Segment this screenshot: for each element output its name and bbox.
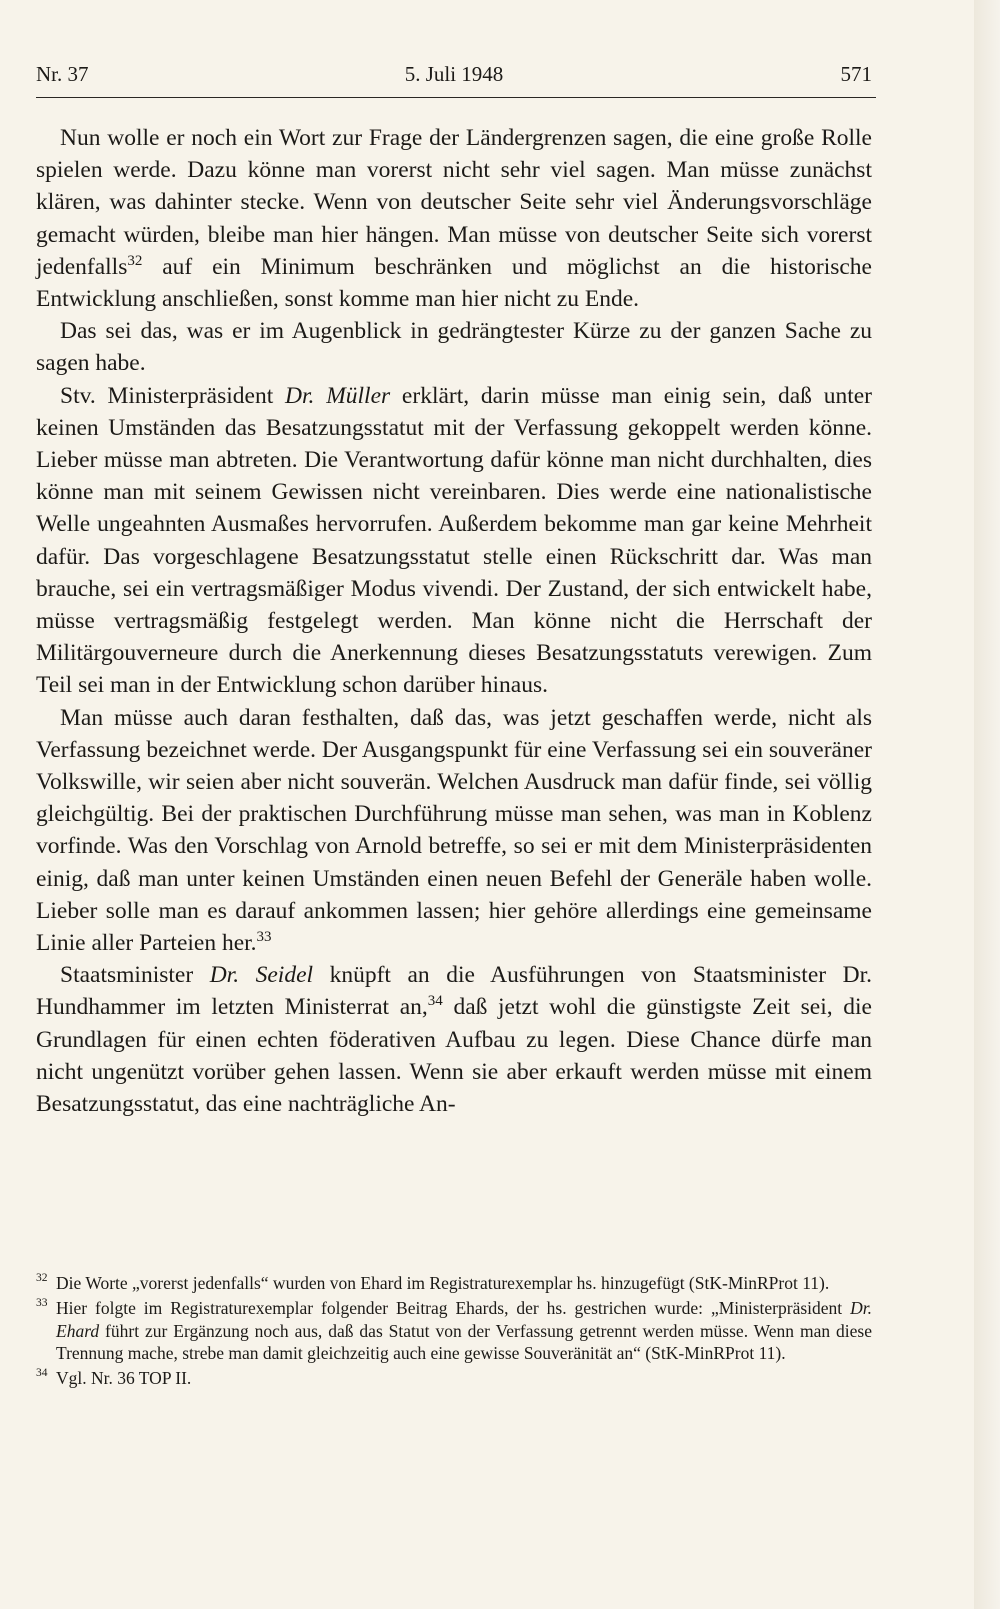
speaker-name: Dr. Ehard: [56, 1297, 872, 1341]
paragraph: [36, 959, 872, 1120]
text-run: Man müsse auch daran festhalten, daß das, was jetzt geschaffen werde, nicht als Verfassung bezeichnet werde. Der Ausgangspunkt für eine Verfassung sei ein souveräner Volkswille, wir seien aber nicht souverän. Welchen Ausdruck man dafür finde, sei völlig gleichgültig. Bei der praktischen Durchführung müsse man sehen, was man in Koblenz vorfinde. Was den Vorschlag von Arnold betreffe, so sei er mit dem Ministerpräsidenten einig, daß man unter keinen Umständen einen neuen Befehl der Generäle haben wolle. Lieber solle man es darauf ankommen lassen; hier gehöre allerdings eine gemeinsame Linie aller Parteien her.: [36, 704, 872, 957]
header-rule: [36, 97, 876, 98]
footnote: [36, 1367, 872, 1390]
paragraph: [36, 380, 872, 702]
paragraph: [36, 315, 872, 379]
page-edge: [974, 0, 1000, 1609]
text-run: knüpft an die Ausführungen von Staatsminister Dr. Hundhammer im letzten Ministerrat an,: [36, 962, 872, 1021]
footnote-reference: 34: [427, 993, 443, 1010]
footnote: [36, 1272, 872, 1295]
footnote-reference: 33: [256, 929, 272, 946]
text-run: Vgl. Nr. 36 TOP II.: [56, 1368, 192, 1389]
paragraph: [36, 122, 872, 315]
text-run: Hier folgte im Registraturexemplar folgender Beitrag Ehards, der hs. gestrichen wurde: „Ministerpräsident: [56, 1297, 851, 1318]
footnote-number: 33: [36, 1296, 48, 1309]
footnotes: [36, 1272, 872, 1392]
speaker-name: Dr. Müller: [285, 382, 391, 409]
text-run: führt zur Ergänzung noch aus, daß das Statut von der Verfassung getrennt werden müsse. Wenn man diese Trennung mache, strebe man damit gleichzeitig auch eine gewisse Souveränität an“ (StK-MinRProt 11).: [56, 1320, 872, 1364]
footnote-number: 34: [36, 1367, 48, 1380]
footnote-text: [56, 1273, 829, 1293]
text-run: daß jetzt wohl die günstigste Zeit sei, die Grundlagen für einen echten föderativen Aufbau zu legen. Diese Chance dürfe man nicht ungenützt vorüber gehen lassen. Wenn sie aber erkauft werden müsse mit einem Besatzungsstatut, das eine nachträgliche An-: [36, 994, 872, 1118]
text-run: Staatsminister: [60, 962, 210, 989]
footnote-text: [56, 1298, 872, 1364]
text-run: Stv. Ministerpräsident: [60, 382, 286, 409]
footnote-reference: 32: [127, 252, 143, 269]
text-run: erklärt, darin müsse man einig sein, daß unter keinen Umständen das Besatzungsstatut mit der Verfassung gekoppelt werden könne. Lieber müsse man abtreten. Die Verantwortung dafür könne man nicht durchhalten, dies könne man mit seinem Gewissen nicht vereinbaren. Dies werde eine nationalistische Welle ungeahnten Ausmaßes hervorrufen. Außerdem bekomme man gar keine Mehrheit dafür. Das vorgeschlagene Besatzungsstatut stelle einen Rückschritt dar. Was man brauche, sei ein vertragsmäßiger Modus vivendi. Der Zustand, der sich entwickelt habe, müsse vertragsmäßig festgelegt werden. Man könne nicht die Herrschaft der Militärgouverneure durch die Anerkennung dieses Besatzungsstatuts verewigen. Zum Teil sei man in der Entwicklung schon darüber hinaus.: [36, 382, 872, 699]
page-number: 571: [840, 62, 872, 86]
footnote-number: 32: [36, 1272, 48, 1284]
text-run: Nun wolle er noch ein Wort zur Frage der Ländergrenzen sagen, die eine große Rolle spielen werde. Dazu könne man vorerst nicht sehr viel sagen. Man müsse zunächst klären, was dahinter stecke. Wenn von deutscher Seite sehr viel Änderungsvorschläge gemacht würden, bleibe man hier hängen. Man müsse von deutscher Seite sich vorerst jedenfalls: [36, 125, 872, 280]
header-date: 5. Juli 1948: [404, 62, 504, 86]
text-run: Das sei das, was er im Augenblick in gedrängtester Kürze zu der ganzen Sache zu sagen habe.: [36, 318, 872, 377]
document-number: Nr. 37: [36, 62, 89, 86]
body-text: [36, 122, 872, 1120]
paragraph: [36, 702, 872, 960]
footnote-text: [56, 1368, 191, 1388]
footnote: [36, 1297, 872, 1365]
running-header: [36, 60, 872, 92]
text-run: auf ein Minimum beschränken und möglichst an die historische Entwicklung anschließen, sonst komme man hier nicht zu Ende.: [36, 253, 872, 313]
speaker-name: Dr. Seidel: [209, 962, 314, 989]
text-run: Die Worte „vorerst jedenfalls“ wurden von Ehard im Registraturexemplar hs. hinzugefügt (StK-MinRProt 11).: [56, 1273, 830, 1293]
